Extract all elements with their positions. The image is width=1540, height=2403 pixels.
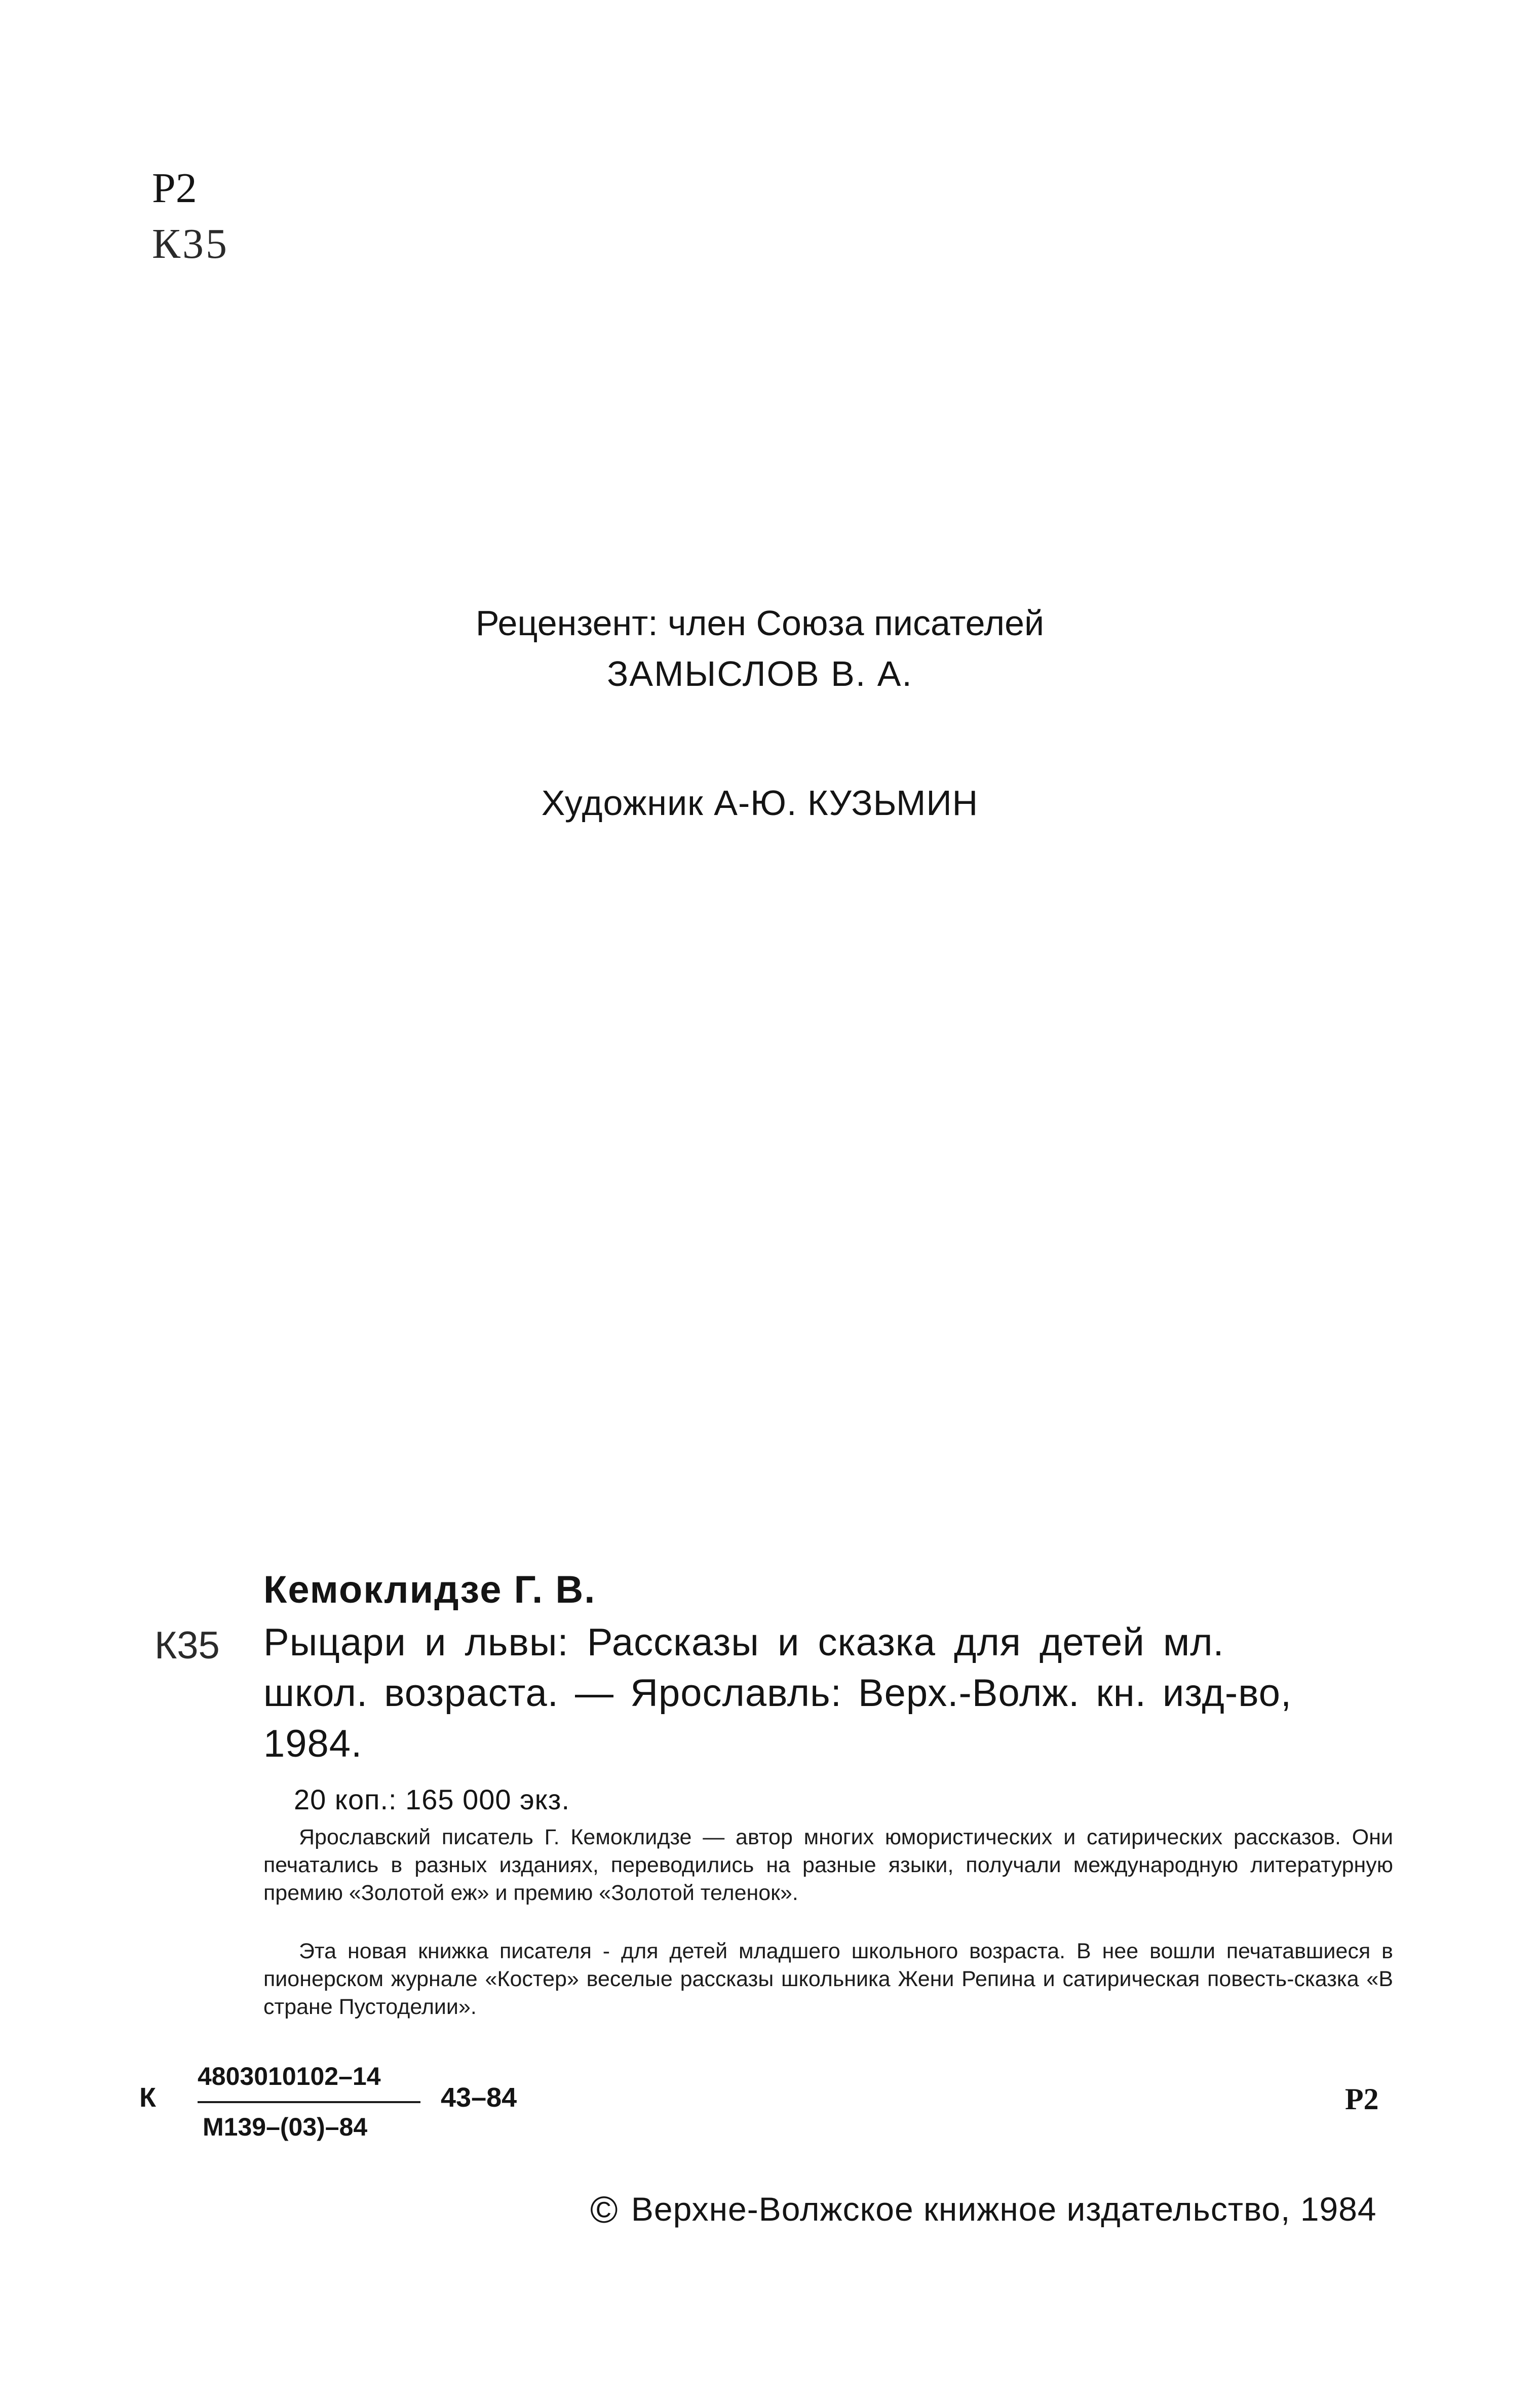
copyright-text: Верхне-Волжское книжное издательство, 1984 <box>631 2190 1377 2228</box>
copyright-symbol: © <box>590 2189 619 2231</box>
catalog-fraction-line <box>198 2101 420 2103</box>
copyright-line <box>590 2188 1377 2231</box>
catalog-k-letter: К <box>139 2082 156 2113</box>
price-print-run: 20 коп.: 165 000 экз. <box>294 1784 570 1815</box>
reviewer-line: Рецензент: член Союза писателей <box>475 603 1045 643</box>
annotation-paragraph-1: Ярославский писатель Г. Кемоклидзе — автор многих юмористических и сатирических рассказов. Они печатались в разных изданиях, переводились на разные языки, получали международную литературную премию «Золотой еж» и премию «Золотой теленок». <box>263 1825 1393 1905</box>
catalog-order-code: 43–84 <box>441 2082 517 2113</box>
classification-code-top: Р2 <box>152 165 197 212</box>
reviewer-name: ЗАМЫСЛОВ В. А. <box>607 654 913 693</box>
classification-author-mark: К35 <box>152 220 229 267</box>
catalog-denominator: М139–(03)–84 <box>203 2113 368 2141</box>
catalog-right-code: Р2 <box>1345 2082 1379 2116</box>
catalog-numerator: 4803010102–14 <box>198 2062 381 2090</box>
description-line-3: 1984. <box>263 1722 363 1765</box>
index-code: К35 <box>155 1624 220 1667</box>
annotation-paragraph-2: Эта новая книжка писателя - для детей младшего школьного возраста. В нее вошли печатавшиеся в пионерском журнале «Костер» веселые рассказы школьника Жени Репина и сатирическая повесть-сказка «В стране Пустоделии». <box>263 1939 1393 2019</box>
illustrator-credit: Художник А-Ю. КУЗЬМИН <box>541 783 979 823</box>
description-line-2: школ. возраста. — Ярославль: Верх.-Волж. кн. изд-во, <box>263 1672 1292 1715</box>
author-heading: Кемоклидзе Г. В. <box>263 1568 596 1611</box>
description-line-1: Рыцари и львы: Рассказы и сказка для детей мл. <box>263 1621 1224 1664</box>
